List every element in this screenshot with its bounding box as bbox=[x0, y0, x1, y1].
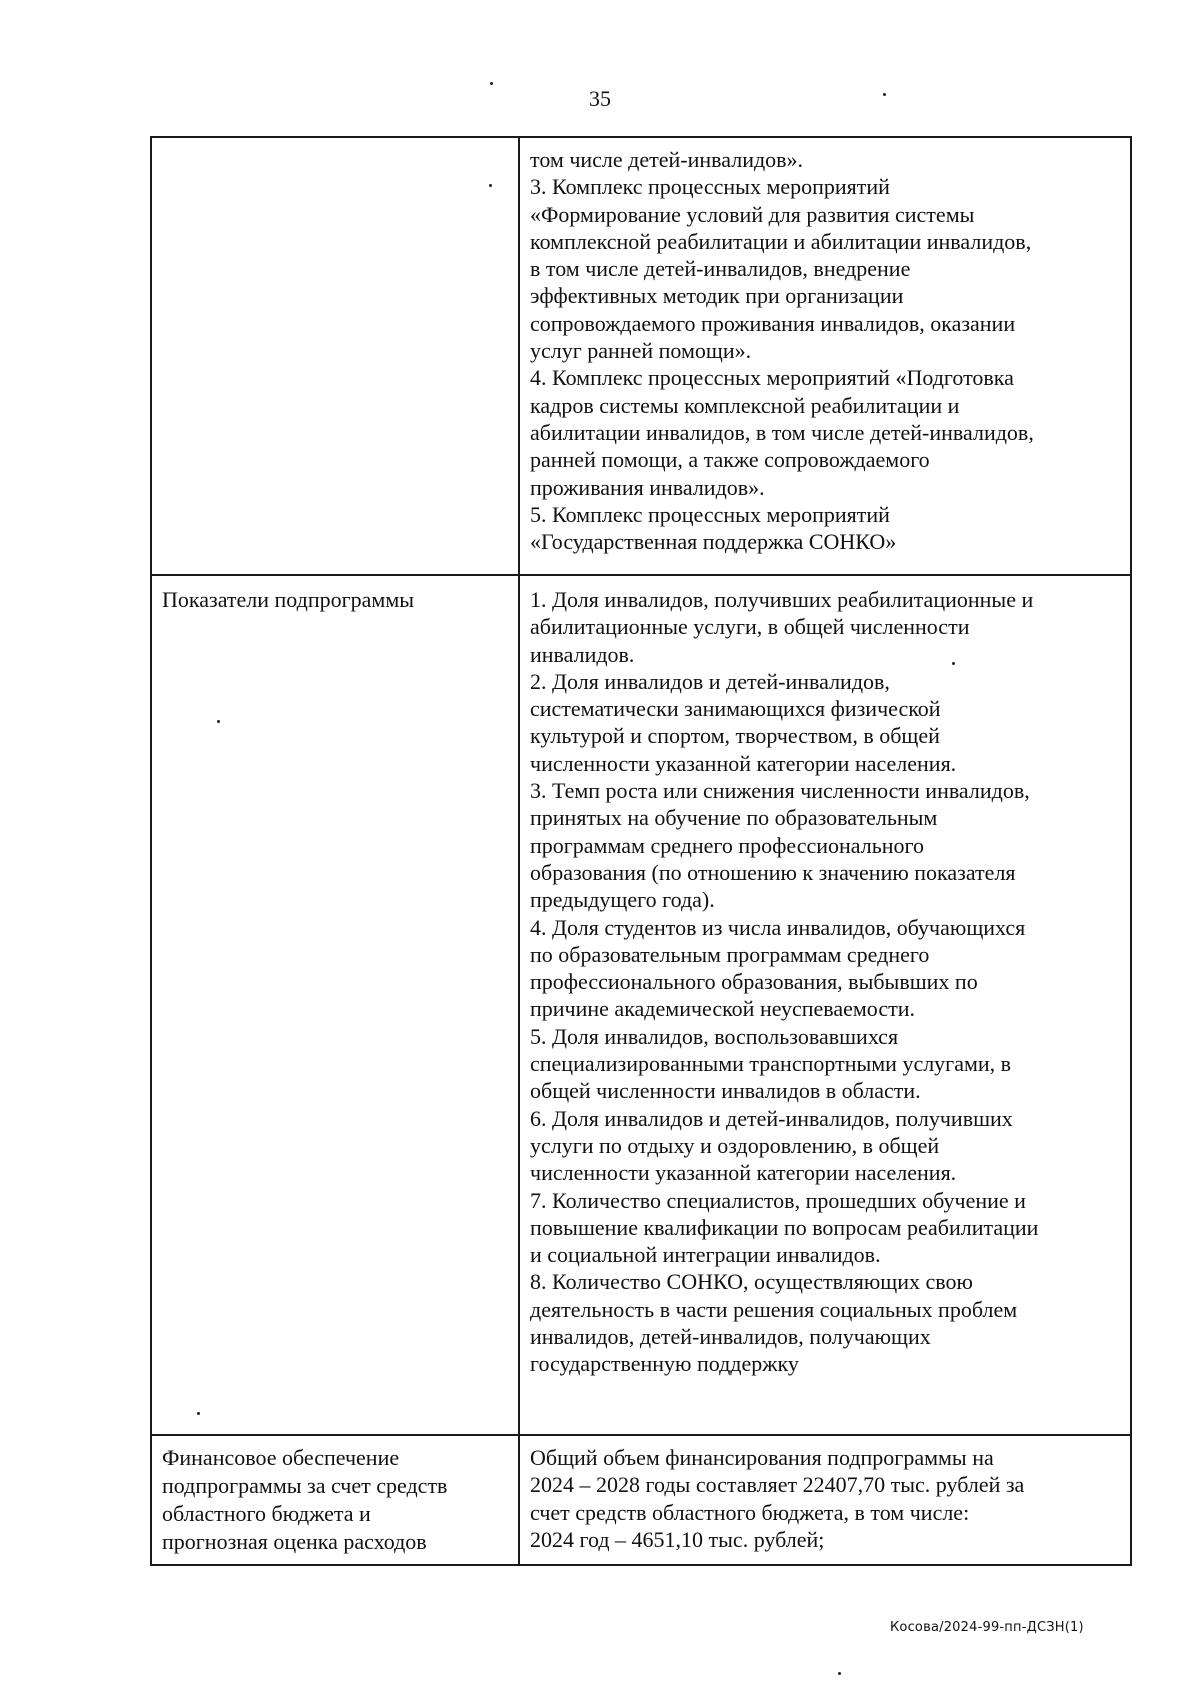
text-line: 4. Комплекс процессных мероприятий «Подготовка bbox=[530, 365, 1014, 391]
text-line: инвалидов. bbox=[530, 641, 635, 667]
text-line: предыдущего года). bbox=[530, 887, 715, 913]
row-value-cell bbox=[519, 1435, 1131, 1565]
text-line: абилитации инвалидов, в том числе детей-инвалидов, bbox=[530, 419, 1034, 445]
row-value-cell bbox=[519, 575, 1131, 1435]
row-label-cell bbox=[151, 575, 519, 1435]
subprogram-passport-table bbox=[150, 136, 1132, 1566]
text-line: 5. Комплекс процессных мероприятий bbox=[530, 501, 890, 527]
text-line: кадров системы комплексной реабилитации и bbox=[530, 392, 960, 418]
text-line: 3. Комплекс процессных мероприятий bbox=[530, 174, 890, 200]
text-line: эффективных методик при организации bbox=[530, 283, 904, 309]
row-label-cell bbox=[151, 137, 519, 575]
text-line: 5. Доля инвалидов, воспользовавшихся bbox=[530, 1023, 899, 1049]
document-reference: Косова/2024-99-пп-ДСЗН(1) bbox=[890, 1620, 1084, 1635]
text-line: счет средств областного бюджета, в том числе: bbox=[530, 1499, 970, 1525]
text-line: 2. Доля инвалидов и детей-инвалидов, bbox=[530, 668, 890, 694]
row-label: Финансовое обеспечение bbox=[162, 1445, 400, 1470]
text-line: систематически занимающихся физической bbox=[530, 696, 941, 722]
text-line: 7. Количество специалистов, прошедших обучение и bbox=[530, 1187, 1026, 1213]
text-line: ранней помощи, а также сопровождаемого bbox=[530, 447, 930, 473]
text-line: 2024 – 2028 годы составляет 22407,70 тыс. рублей за bbox=[530, 1472, 1025, 1498]
text-line: и социальной интеграции инвалидов. bbox=[530, 1242, 881, 1268]
text-line: услуг ранней помощи». bbox=[530, 338, 752, 364]
text-line: причине академической неуспеваемости. bbox=[530, 996, 915, 1022]
table-row bbox=[151, 137, 1131, 575]
text-line: проживания инвалидов». bbox=[530, 474, 765, 500]
text-line: численности указанной категории населения. bbox=[530, 750, 957, 776]
text-line: «Формирование условий для развития системы bbox=[530, 201, 975, 227]
text-line: комплексной реабилитации и абилитации инвалидов, bbox=[530, 228, 1032, 254]
row-label-cell bbox=[151, 1435, 519, 1565]
table-row bbox=[151, 1435, 1131, 1565]
text-line: том числе детей-инвалидов». bbox=[530, 147, 804, 172]
text-line: 4. Доля студентов из числа инвалидов, обучающихся bbox=[530, 914, 1026, 940]
table-row bbox=[151, 575, 1131, 1435]
text-line: принятых на обучение по образовательным bbox=[530, 805, 938, 831]
text-line: численности указанной категории населения. bbox=[530, 1160, 957, 1186]
scan-speck bbox=[490, 82, 493, 85]
text-line: образования (по отношению к значению показателя bbox=[530, 859, 1016, 885]
page-number: 35 bbox=[589, 86, 611, 111]
text-line: услуги по отдыху и оздоровлению, в общей bbox=[530, 1132, 940, 1158]
text-line: по образовательным программам среднего bbox=[530, 941, 930, 967]
scan-speck bbox=[838, 1672, 841, 1675]
text-line: «Государственная поддержка СОНКО» bbox=[530, 529, 897, 555]
text-line: в том числе детей-инвалидов, внедрение bbox=[530, 256, 911, 282]
row-label: прогнозная оценка расходов bbox=[162, 1529, 427, 1554]
text-line: профессионального образования, выбывших по bbox=[530, 969, 978, 995]
text-line: специализированными транспортными услугами, в bbox=[530, 1051, 1012, 1077]
row-label: Показатели подпрограммы bbox=[162, 587, 415, 612]
text-line: деятельность в части решения социальных проблем bbox=[530, 1296, 1018, 1322]
text-line: абилитационные услуги, в общей численности bbox=[530, 614, 970, 640]
text-line: общей численности инвалидов в области. bbox=[530, 1078, 921, 1104]
text-line: 1. Доля инвалидов, получивших реабилитационные и bbox=[530, 587, 1034, 612]
text-line: государственную поддержку bbox=[530, 1351, 799, 1377]
row-label: областного бюджета и bbox=[162, 1501, 371, 1526]
text-line: инвалидов, детей-инвалидов, получающих bbox=[530, 1324, 931, 1350]
scan-speck bbox=[883, 93, 886, 96]
text-line: 2024 год – 4651,10 тыс. рублей; bbox=[530, 1526, 825, 1552]
text-line: 3. Темп роста или снижения численности инвалидов, bbox=[530, 778, 1030, 804]
text-line: сопровождаемого проживания инвалидов, оказании bbox=[530, 310, 1016, 336]
text-line: культурой и спортом, творчеством, в общей bbox=[530, 723, 940, 749]
text-line: 6. Доля инвалидов и детей-инвалидов, получивших bbox=[530, 1105, 1013, 1131]
text-line: Общий объем финансирования подпрограммы на bbox=[530, 1445, 994, 1470]
row-value-cell bbox=[519, 137, 1131, 575]
text-line: 8. Количество СОНКО, осуществляющих свою bbox=[530, 1269, 973, 1295]
text-line: повышение квалификации по вопросам реабилитации bbox=[530, 1214, 1039, 1240]
row-label: подпрограммы за счет средств bbox=[162, 1473, 448, 1498]
text-line: программам среднего профессионального bbox=[530, 832, 925, 858]
